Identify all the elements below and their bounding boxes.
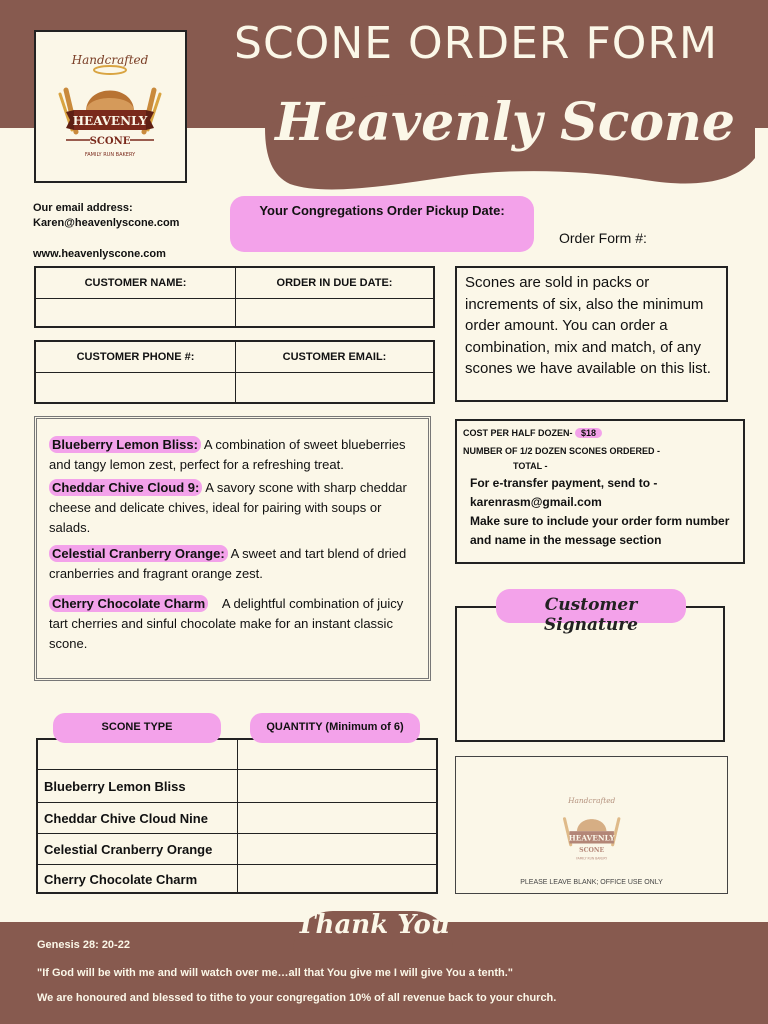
watermark-logo-line1: HEAVENLY <box>568 833 615 843</box>
logo-script: Handcrafted <box>71 53 149 67</box>
customer-phone-header: CUSTOMER PHONE #: <box>36 342 236 373</box>
description-item <box>49 435 418 475</box>
form-title: SCONE ORDER FORM <box>234 18 718 69</box>
description-item <box>49 478 418 538</box>
logo-line2: SCONE <box>89 136 131 147</box>
logo-line1: HEAVENLY <box>72 114 148 128</box>
table-row <box>38 864 436 894</box>
customer-name-field[interactable] <box>36 299 236 326</box>
description-item <box>49 594 418 654</box>
tithe-statement: We are honoured and blessed to tithe to your congregation 10% of all revenue back to your church. <box>37 992 557 1004</box>
watermark-logo-line2: SCONE <box>579 847 605 855</box>
customer-email-header: CUSTOMER EMAIL: <box>236 342 433 373</box>
scone-type-cell: Cherry Chocolate Charm <box>38 865 238 894</box>
email-address[interactable]: Karen@heavenlyscone.com <box>33 217 180 229</box>
cost-summary <box>455 419 745 564</box>
quantity-cell[interactable] <box>238 865 436 894</box>
customer-email-field[interactable] <box>236 373 433 402</box>
description-name: Cherry Chocolate Charm <box>49 595 208 612</box>
pickup-date-field[interactable] <box>230 196 534 252</box>
bakery-logo-watermark-icon <box>546 775 638 883</box>
etransfer-info: For e-transfer payment, send to - karenrasm@gmail.com <box>470 476 658 509</box>
due-date-header: ORDER IN DUE DATE: <box>236 268 433 299</box>
cost-label: COST PER HALF DOZEN- <box>463 428 575 438</box>
scone-type-header: SCONE TYPE <box>53 713 221 743</box>
description-name: Cheddar Chive Cloud 9: <box>49 479 202 496</box>
email-label: Our email address: <box>33 202 133 214</box>
watermark-logo-script: Handcrafted <box>568 795 616 805</box>
cost-value: $18 <box>575 428 602 438</box>
order-form-number-label: Order Form #: <box>559 230 647 246</box>
description-name: Celestial Cranberry Orange: <box>49 545 228 562</box>
description-text: A savory scone with sharp cheddar cheese and delicate chives, ideal for pairing with soups or salads. <box>49 480 407 535</box>
description-text: A sweet and tart blend of dried cranberries and fragrant orange zest. <box>49 546 407 581</box>
customer-table-contact <box>34 340 435 404</box>
logo <box>34 30 187 183</box>
table-row <box>38 833 436 864</box>
description-text: A combination of sweet blueberries and tangy lemon zest, perfect for a refreshing treat. <box>49 437 406 472</box>
contact-info <box>33 201 179 262</box>
number-ordered-label: NUMBER OF 1/2 DOZEN SCONES ORDERED - <box>463 446 661 456</box>
office-use-note: PLEASE LEAVE BLANK; OFFICE USE ONLY <box>520 879 663 886</box>
logo-tagline: FAMILY RUN BAKERY <box>84 152 136 158</box>
table-row <box>38 769 436 802</box>
verse-reference: Genesis 28: 20-22 <box>37 939 130 951</box>
description-item <box>49 544 418 584</box>
scone-descriptions <box>34 416 431 681</box>
due-date-field[interactable] <box>236 299 433 326</box>
signature-label: Customer Signature <box>496 589 686 623</box>
order-quantity-table <box>36 738 438 894</box>
sales-info: Scones are sold in packs or increments of six, also the minimum order amount. You can order a combination, mix and match, of any scones we have available on this list. <box>455 266 728 402</box>
quantity-cell[interactable] <box>238 739 436 769</box>
etransfer-instructions: Make sure to include your order form number and name in the message section <box>470 514 730 547</box>
thank-you: Thank You <box>296 910 450 940</box>
description-name: Blueberry Lemon Bliss: <box>49 436 201 453</box>
brand-name: Heavenly Scone <box>275 92 735 153</box>
office-use-box <box>455 756 728 894</box>
scone-type-cell: Celestial Cranberry Orange <box>38 834 238 864</box>
quantity-cell[interactable] <box>238 834 436 864</box>
bakery-logo-icon <box>36 32 185 181</box>
table-row <box>38 739 436 769</box>
customer-phone-field[interactable] <box>36 373 236 402</box>
scone-type-cell: Cheddar Chive Cloud Nine <box>38 803 238 833</box>
customer-name-header: CUSTOMER NAME: <box>36 268 236 299</box>
table-row <box>38 802 436 833</box>
quantity-cell[interactable] <box>238 770 436 802</box>
total-label: TOTAL - <box>513 461 548 471</box>
customer-table-name-date <box>34 266 435 328</box>
quantity-cell[interactable] <box>238 803 436 833</box>
quantity-header: QUANTITY (Minimum of 6) <box>250 713 420 743</box>
scone-type-cell: Blueberry Lemon Bliss <box>38 770 238 802</box>
watermark-logo-tagline: FAMILY RUN BAKERY <box>576 856 608 861</box>
verse-text: "If God will be with me and will watch over me…all that You give me I will give You a tenth." <box>37 967 513 979</box>
description-text: A delightful combination of juicy tart cherries and sinful chocolate make for an instant classic scone. <box>49 596 407 651</box>
cost-per-half-dozen <box>463 424 737 442</box>
pickup-date-label: Your Congregations Order Pickup Date: <box>259 203 505 218</box>
website[interactable]: www.heavenlyscone.com <box>33 248 166 260</box>
scone-type-cell <box>38 739 238 769</box>
